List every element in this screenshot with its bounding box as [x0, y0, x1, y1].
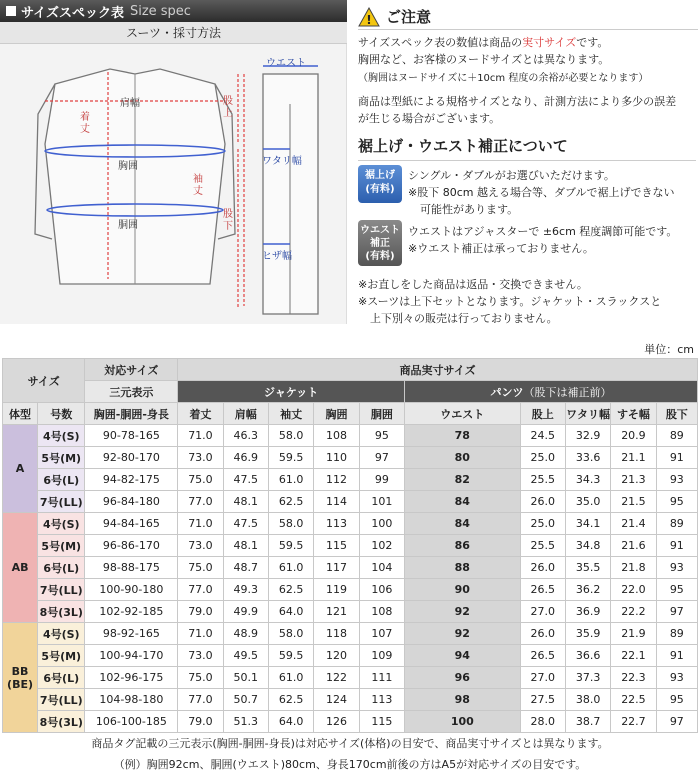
table-cell: 61.0	[268, 557, 313, 579]
table-cell: 92-80-170	[85, 447, 178, 469]
table-cell: 64.0	[268, 601, 313, 623]
svg-text:!: !	[366, 12, 372, 27]
note-line7: ※スーツは上下セットとなります。ジャケット・スラックスと	[358, 295, 662, 308]
table-cell: 96	[405, 667, 520, 689]
table-cell: 6号(L)	[38, 469, 85, 491]
table-cell: 91	[656, 447, 697, 469]
table-cell: 58.0	[268, 425, 313, 447]
table-cell: 124	[314, 689, 359, 711]
table-cell: 102	[359, 535, 404, 557]
table-cell: 71.0	[178, 623, 223, 645]
header-title-en: Size spec	[129, 3, 191, 19]
table-row	[3, 579, 698, 601]
table-cell: 104-98-180	[85, 689, 178, 711]
table-cell: 117	[314, 557, 359, 579]
table-row	[3, 601, 698, 623]
table-cell: 100-90-180	[85, 579, 178, 601]
table-cell: 102-92-185	[85, 601, 178, 623]
table-cell: 61.0	[268, 469, 313, 491]
table-cell: 22.1	[611, 645, 656, 667]
hemming-line1: シングル・ダブルがお選びいただけます。	[408, 169, 615, 182]
table-cell: 48.7	[223, 557, 268, 579]
header-sangen: 三元表示	[85, 381, 178, 403]
note-line6: ※お直しをした商品は返品・交換できません。	[358, 278, 588, 291]
table-cell: 28.0	[520, 711, 565, 733]
table-cell: 4号(S)	[38, 513, 85, 535]
measurement-figure	[0, 44, 347, 324]
table-cell: 26.0	[520, 491, 565, 513]
waist-line2: ※ウエスト補正は承っておりません。	[408, 242, 594, 255]
table-cell: 50.7	[223, 689, 268, 711]
table-cell: 84	[405, 491, 520, 513]
table-cell: 80	[405, 447, 520, 469]
label-thigh: ワタリ幅	[262, 156, 302, 167]
column-header-row	[3, 403, 698, 425]
size-spec-table	[2, 358, 698, 733]
table-cell: 93	[656, 667, 697, 689]
table-cell: 32.9	[565, 425, 610, 447]
table-cell: 100	[359, 513, 404, 535]
table-cell: 48.9	[223, 623, 268, 645]
table-cell: 90-78-165	[85, 425, 178, 447]
table-cell: 21.4	[611, 513, 656, 535]
table-cell: 62.5	[268, 491, 313, 513]
table-row	[3, 513, 698, 535]
table-cell: 100-94-170	[85, 645, 178, 667]
table-cell: 26.5	[520, 579, 565, 601]
table-cell: 79.0	[178, 601, 223, 623]
body-type-cell: BB (BE)	[3, 623, 38, 733]
table-cell: 25.5	[520, 535, 565, 557]
table-row	[3, 689, 698, 711]
table-cell: 89	[656, 623, 697, 645]
table-cell: 91	[656, 645, 697, 667]
table-cell: 25.0	[520, 447, 565, 469]
table-cell: 109	[359, 645, 404, 667]
unit-label: 単位：cm	[644, 343, 694, 356]
table-row	[3, 667, 698, 689]
footer-line1: 商品タグ記載の三元表示(胸囲-胴囲-身長)は対応サイズ(体格)の目安で、商品実寸サイズとは異なります。	[91, 737, 609, 750]
table-cell: 94-82-175	[85, 469, 178, 491]
body-type-cell: A	[3, 425, 38, 513]
label-waist: ウエスト	[266, 58, 306, 69]
table-cell: 113	[314, 513, 359, 535]
table-cell: 22.0	[611, 579, 656, 601]
note-line8: 上下別々の販売は行っておりません。	[370, 312, 558, 325]
table-cell: 120	[314, 645, 359, 667]
header-shohin: 商品実寸サイズ	[178, 359, 698, 381]
label-chest: 胸囲	[118, 161, 138, 172]
table-cell: 118	[314, 623, 359, 645]
table-cell: 26.0	[520, 557, 565, 579]
table-cell: 97	[656, 601, 697, 623]
table-cell: 7号(LL)	[38, 579, 85, 601]
table-cell: 27.5	[520, 689, 565, 711]
table-cell: 46.3	[223, 425, 268, 447]
table-cell: 7号(LL)	[38, 689, 85, 711]
table-cell: 4号(S)	[38, 623, 85, 645]
table-cell: 26.0	[520, 623, 565, 645]
table-row	[3, 469, 698, 491]
col-header: 胴囲	[359, 403, 404, 425]
label-waist-jacket: 胴囲	[118, 220, 138, 231]
col-header: ワタリ幅	[565, 403, 610, 425]
table-cell: 34.8	[565, 535, 610, 557]
col-header: 号数	[38, 403, 85, 425]
table-cell: 98	[405, 689, 520, 711]
label-length: 着丈	[80, 112, 90, 135]
note-line3: （胸囲はヌードサイズに＋10cm 程度の余裕が必要となります）	[358, 73, 649, 84]
table-cell: 59.5	[268, 447, 313, 469]
table-cell: 46.9	[223, 447, 268, 469]
note-line2: 胸囲など、お客様のヌードサイズとは異なります。	[358, 53, 610, 66]
col-header: 胸囲-胴囲-身長	[85, 403, 178, 425]
table-cell: 8号(3L)	[38, 601, 85, 623]
table-cell: 22.5	[611, 689, 656, 711]
table-cell: 22.7	[611, 711, 656, 733]
table-cell: 26.5	[520, 645, 565, 667]
table-cell: 21.5	[611, 491, 656, 513]
warning-icon	[358, 7, 380, 27]
table-cell: 90	[405, 579, 520, 601]
table-cell: 89	[656, 425, 697, 447]
table-cell: 35.9	[565, 623, 610, 645]
table-cell: 95	[656, 491, 697, 513]
table-cell: 59.5	[268, 535, 313, 557]
table-cell: 35.5	[565, 557, 610, 579]
table-cell: 27.0	[520, 667, 565, 689]
table-cell: 106	[359, 579, 404, 601]
table-cell: 22.2	[611, 601, 656, 623]
table-row	[3, 535, 698, 557]
table-cell: 6号(L)	[38, 557, 85, 579]
table-cell: 75.0	[178, 667, 223, 689]
table-cell: 121	[314, 601, 359, 623]
table-cell: 47.5	[223, 469, 268, 491]
hemming-section-title: 裾上げ・ウエスト補正について	[358, 135, 696, 161]
table-cell: 4号(S)	[38, 425, 85, 447]
table-cell: 78	[405, 425, 520, 447]
header-pants: パンツ（股下は補正前）	[405, 381, 698, 403]
table-cell: 107	[359, 623, 404, 645]
table-cell: 37.3	[565, 667, 610, 689]
table-cell: 98-92-165	[85, 623, 178, 645]
header-jacket: ジャケット	[178, 381, 405, 403]
table-cell: 71.0	[178, 513, 223, 535]
table-cell: 97	[656, 711, 697, 733]
table-cell: 111	[359, 667, 404, 689]
table-cell: 88	[405, 557, 520, 579]
table-cell: 79.0	[178, 711, 223, 733]
table-row	[3, 447, 698, 469]
table-cell: 21.9	[611, 623, 656, 645]
table-cell: 25.5	[520, 469, 565, 491]
table-cell: 73.0	[178, 645, 223, 667]
table-cell: 84	[405, 513, 520, 535]
table-cell: 5号(M)	[38, 535, 85, 557]
section-header	[0, 0, 347, 22]
table-cell: 112	[314, 469, 359, 491]
table-cell: 21.6	[611, 535, 656, 557]
table-row	[3, 557, 698, 579]
table-cell: 91	[656, 535, 697, 557]
col-header: 袖丈	[268, 403, 313, 425]
table-cell: 94-84-165	[85, 513, 178, 535]
table-cell: 82	[405, 469, 520, 491]
table-cell: 38.0	[565, 689, 610, 711]
col-header: 股上	[520, 403, 565, 425]
note-line4: 商品は型紙による規格サイズとなり、計測方法により多少の誤差	[358, 95, 677, 108]
table-cell: 122	[314, 667, 359, 689]
label-sleeve: 袖丈	[193, 174, 203, 197]
table-cell: 108	[359, 601, 404, 623]
table-cell: 49.9	[223, 601, 268, 623]
table-cell: 93	[656, 557, 697, 579]
table-cell: 99	[359, 469, 404, 491]
table-cell: 47.5	[223, 513, 268, 535]
table-cell: 77.0	[178, 689, 223, 711]
label-shoulder: 肩幅	[120, 98, 140, 109]
table-cell: 58.0	[268, 513, 313, 535]
table-cell: 36.6	[565, 645, 610, 667]
table-cell: 21.1	[611, 447, 656, 469]
table-cell: 93	[656, 469, 697, 491]
table-cell: 5号(M)	[38, 645, 85, 667]
hemming-line2: ※股下 80cm 越える場合等、ダブルで裾上げできない	[408, 186, 675, 199]
table-cell: 95	[656, 689, 697, 711]
table-cell: 96-86-170	[85, 535, 178, 557]
table-cell: 92	[405, 601, 520, 623]
table-cell: 77.0	[178, 491, 223, 513]
table-cell: 34.1	[565, 513, 610, 535]
figure-subtitle: スーツ・採寸方法	[0, 22, 347, 44]
table-cell: 50.1	[223, 667, 268, 689]
table-cell: 34.3	[565, 469, 610, 491]
table-cell: 94	[405, 645, 520, 667]
table-cell: 73.0	[178, 447, 223, 469]
table-cell: 96-84-180	[85, 491, 178, 513]
note-line5: が生じる場合がございます。	[358, 112, 501, 125]
table-cell: 21.8	[611, 557, 656, 579]
table-cell: 75.0	[178, 469, 223, 491]
col-header: 股下	[656, 403, 697, 425]
table-cell: 119	[314, 579, 359, 601]
table-cell: 77.0	[178, 579, 223, 601]
table-cell: 75.0	[178, 557, 223, 579]
col-header: すそ幅	[611, 403, 656, 425]
table-row	[3, 425, 698, 447]
table-cell: 48.1	[223, 491, 268, 513]
body-type-cell: AB	[3, 513, 38, 623]
table-cell: 61.0	[268, 667, 313, 689]
table-cell: 48.1	[223, 535, 268, 557]
table-cell: 36.9	[565, 601, 610, 623]
table-row	[3, 645, 698, 667]
note-line1: サイズスペック表の数値は商品の実寸サイズです。	[358, 36, 609, 49]
table-cell: 108	[314, 425, 359, 447]
table-cell: 8号(3L)	[38, 711, 85, 733]
header-size: サイズ	[3, 359, 85, 403]
label-rise: 股上	[223, 96, 233, 119]
table-cell: 24.5	[520, 425, 565, 447]
header-taio: 対応サイズ	[85, 359, 178, 381]
table-cell: 36.2	[565, 579, 610, 601]
table-cell: 95	[359, 425, 404, 447]
table-cell: 35.0	[565, 491, 610, 513]
table-cell: 58.0	[268, 623, 313, 645]
table-cell: 5号(M)	[38, 447, 85, 469]
table-cell: 27.0	[520, 601, 565, 623]
notes-title-bar	[358, 4, 698, 30]
header-title: サイズスペック表	[21, 5, 124, 21]
table-cell: 33.6	[565, 447, 610, 469]
table-cell: 73.0	[178, 535, 223, 557]
table-cell: 126	[314, 711, 359, 733]
square-bullet-icon	[6, 6, 16, 16]
table-cell: 95	[656, 579, 697, 601]
suit-diagram-icon	[0, 44, 347, 324]
table-cell: 89	[656, 513, 697, 535]
notes-title: ご注意	[386, 8, 432, 26]
table-row	[3, 623, 698, 645]
hemming-badge: 裾上げ (有料)	[358, 165, 402, 203]
table-cell: 110	[314, 447, 359, 469]
table-cell: 104	[359, 557, 404, 579]
waist-line1: ウエストはアジャスターで ±6cm 程度調節可能です。	[408, 225, 678, 238]
table-cell: 20.9	[611, 425, 656, 447]
table-row	[3, 711, 698, 733]
table-row	[3, 491, 698, 513]
table-cell: 100	[405, 711, 520, 733]
table-cell: 98-88-175	[85, 557, 178, 579]
table-cell: 51.3	[223, 711, 268, 733]
table-cell: 101	[359, 491, 404, 513]
table-cell: 62.5	[268, 579, 313, 601]
table-cell: 115	[314, 535, 359, 557]
col-header: 体型	[3, 403, 38, 425]
col-header: 着丈	[178, 403, 223, 425]
label-knee: ヒザ幅	[262, 251, 292, 262]
table-cell: 92	[405, 623, 520, 645]
table-cell: 59.5	[268, 645, 313, 667]
table-cell: 113	[359, 689, 404, 711]
hemming-line3: 可能性があります。	[420, 203, 519, 216]
table-cell: 25.0	[520, 513, 565, 535]
table-cell: 115	[359, 711, 404, 733]
table-cell: 86	[405, 535, 520, 557]
col-header: 肩幅	[223, 403, 268, 425]
table-cell: 49.5	[223, 645, 268, 667]
label-inseam: 股下	[223, 209, 233, 232]
table-cell: 106-100-185	[85, 711, 178, 733]
waist-badge: ウエスト 補正 (有料)	[358, 220, 402, 266]
footer-line2: （例）胸囲92cm、胴囲(ウエスト)80cm、身長170cm前後の方はA5が対応サイズの目安です。	[113, 758, 587, 771]
table-cell: 22.3	[611, 667, 656, 689]
table-cell: 49.3	[223, 579, 268, 601]
table-cell: 21.3	[611, 469, 656, 491]
table-cell: 7号(LL)	[38, 491, 85, 513]
table-cell: 64.0	[268, 711, 313, 733]
table-cell: 38.7	[565, 711, 610, 733]
table-cell: 62.5	[268, 689, 313, 711]
table-cell: 71.0	[178, 425, 223, 447]
table-cell: 97	[359, 447, 404, 469]
col-header: 胸囲	[314, 403, 359, 425]
col-header: ウエスト	[405, 403, 520, 425]
table-cell: 102-96-175	[85, 667, 178, 689]
table-cell: 114	[314, 491, 359, 513]
table-cell: 6号(L)	[38, 667, 85, 689]
